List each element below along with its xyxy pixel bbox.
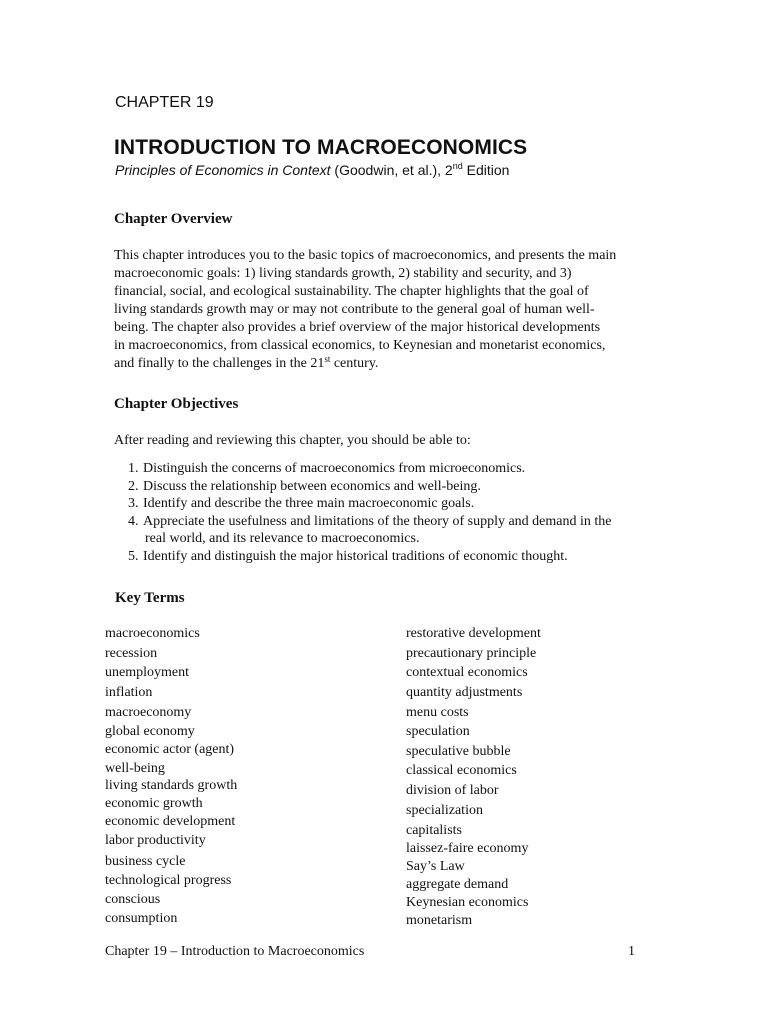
key-term: aggregate demand [406, 877, 509, 892]
key-term: well-being [105, 761, 165, 776]
key-term: economic actor (agent) [105, 742, 235, 757]
key-term: conscious [105, 892, 161, 907]
objective-text: Discuss the relationship between economics and well-being. [143, 478, 481, 494]
key-term: global economy [105, 724, 195, 739]
overview-heading: Chapter Overview [114, 211, 233, 227]
overview-line: in macroeconomics, from classical economics, to Keynesian and monetarist economics, [114, 338, 606, 353]
page-number: 1 [628, 944, 635, 959]
key-term: macroeconomics [105, 626, 200, 641]
overview-line: This chapter introduces you to the basic topics of macroeconomics, and presents the main [114, 248, 617, 263]
key-term: laissez-faire economy [406, 841, 529, 856]
objective-text: Distinguish the concerns of macroeconomics from microeconomics. [143, 461, 526, 476]
subtitle-edition: Edition [462, 162, 510, 178]
book-title: Principles of Economics in Context [115, 162, 331, 178]
key-term: classical economics [406, 763, 517, 778]
key-term: economic development [105, 814, 236, 829]
key-term: contextual economics [406, 665, 528, 680]
key-term: living standards growth [105, 778, 238, 793]
key-term: economic growth [105, 796, 203, 811]
objective-number: 3. [128, 496, 139, 511]
objective-item [128, 495, 668, 513]
objective-item [128, 460, 668, 478]
key-term: inflation [105, 685, 153, 700]
key-term: labor productivity [105, 833, 206, 848]
overview-last-line-start: and finally to the challenges in the 21 [114, 356, 325, 371]
overview-last-line-end: century. [330, 356, 379, 371]
key-term: specialization [406, 803, 483, 818]
overview-line: financial, social, and ecological sustainability. The chapter highlights that the goal of [114, 284, 589, 299]
objective-number: 5. [128, 548, 139, 564]
objectives-intro: After reading and reviewing this chapter, you should be able to: [114, 433, 471, 448]
objective-item [128, 478, 668, 496]
objective-number: 1. [128, 461, 139, 476]
objective-item-continuation [128, 530, 668, 548]
footer-chapter-title: Chapter 19 – Introduction to Macroeconomics [105, 944, 365, 959]
objective-number [128, 530, 143, 548]
objective-text: real world, and its relevance to macroeconomics. [145, 531, 420, 546]
key-term: restorative development [406, 626, 541, 641]
key-term: speculative bubble [406, 744, 511, 759]
overview-line [114, 355, 674, 373]
key-term: quantity adjustments [406, 685, 523, 700]
key-term: business cycle [105, 854, 186, 869]
objectives-heading: Chapter Objectives [114, 396, 239, 412]
key-term: recession [105, 646, 158, 661]
key-term: unemployment [105, 665, 189, 680]
key-term: speculation [406, 724, 470, 739]
key-term: division of labor [406, 783, 499, 798]
key-term: capitalists [406, 823, 462, 838]
objective-item [128, 548, 668, 566]
key-term: precautionary principle [406, 646, 537, 661]
edition-superscript: nd [452, 161, 463, 171]
overview-paragraph [114, 247, 674, 373]
objective-item [128, 513, 668, 531]
key-term: Keynesian economics [406, 895, 529, 910]
subtitle [115, 162, 509, 178]
key-term: Say’s Law [406, 859, 465, 874]
objective-number: 2. [128, 478, 139, 494]
key-term: menu costs [406, 705, 469, 720]
objective-text: Identify and distinguish the major historical traditions of economic thought. [143, 548, 568, 564]
key-term: macroeconomy [105, 705, 192, 720]
key-term: technological progress [105, 873, 232, 888]
subtitle-authors: (Goodwin, et al.), 2 [330, 162, 453, 178]
chapter-label: CHAPTER 19 [115, 94, 214, 111]
century-superscript: st [324, 354, 331, 364]
objective-text: Appreciate the usefulness and limitations of the theory of supply and demand in the [143, 513, 612, 529]
key-term: monetarism [406, 913, 473, 928]
overview-line: being. The chapter also provides a brief overview of the major historical developments [114, 320, 601, 335]
objective-number: 4. [128, 513, 139, 529]
objectives-list [128, 460, 668, 565]
overview-line: living standards growth may or may not contribute to the general goal of human well- [114, 302, 595, 317]
page-title: INTRODUCTION TO MACROECONOMICS [114, 136, 528, 159]
key-term: consumption [105, 911, 178, 926]
objective-text: Identify and describe the three main macroeconomic goals. [143, 496, 475, 511]
overview-line: macroeconomic goals: 1) living standards growth, 2) stability and security, and 3) [114, 266, 572, 281]
key-terms-heading: Key Terms [115, 590, 185, 606]
